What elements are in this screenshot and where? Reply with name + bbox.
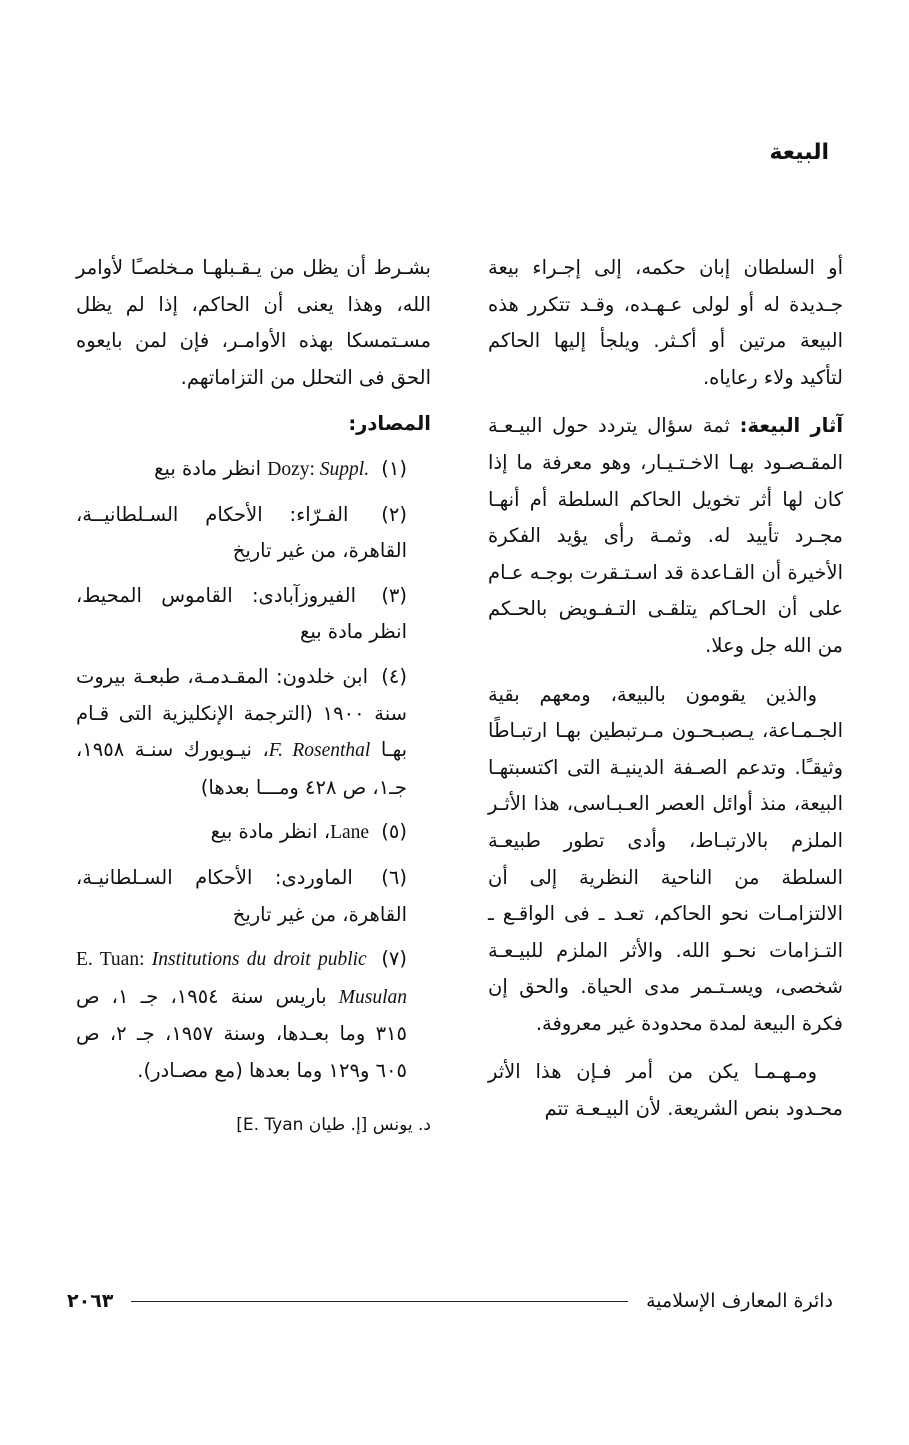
page-number: ٢٠٦٣ — [67, 1290, 114, 1312]
source-item-6 — [76, 860, 431, 933]
paragraph-3: والذين يقومون بالبيعة، ومعهم بقية الجـمـاعة، يـصبـحـون مـرتبطين بهـا ارتبـاطًا وثيقـًا. وتدعم الصـفة الدينيـة التى اكتسبتهـا البيعة، منذ أوائل العصر العـبـاسى، هذا الأثـر الملزم بالارتبـاط، وأدى تطور طبيعـة السلطة من الناحية النظرية إلى أن الالتزامـات نحو الحاكم، تعـد ـ فى الواقـع ـ التـزامات نحـو الله. والأثر الملزم للبيـعـة شخصى، ويسـتـمر مدى الحياة. والحق إن فكرة البيعة لمدة محدودة غير معروفة. — [488, 682, 843, 1035]
source-number: (٧) — [381, 947, 408, 971]
footer-rule — [131, 1301, 628, 1302]
latin-author: Dozy: — [267, 458, 320, 480]
source-text-cont: ، نيـويورك سنـة ١٩٥٨، جـ١، ص ٤٢٨ ومـــا بعدها) — [76, 738, 407, 799]
source-item-5 — [76, 814, 431, 852]
latin-title: Suppl. — [319, 458, 370, 480]
latin-translator: F. Rosenthal — [268, 740, 371, 762]
right-column — [488, 250, 843, 1140]
source-item-3 — [76, 578, 431, 651]
paragraph-1: أو السلطان إبان حكمه، إلى إجـراء بيعة جـديدة له أو لولى عـهـده، وقـد تتكرر هذه البيعة مرتين أو أكـثر. ويلجأ إليها الحاكم لتأكيد ولاء رعاياه. — [488, 256, 843, 389]
latin-title: Institutions du droit public Musulan — [151, 949, 407, 1008]
paragraph-continued: بشـرط أن يظل من يـقـبلهـا مـخلصـًا لأوامر الله، وهذا يعنى أن الحاكم، إذا لم يظل مسـتمسكا بهذه الأوامـر، فإن لمن بايعوه الحق فى التحلل من التزاماتهم. — [76, 256, 431, 389]
paragraph-athar-text: ثمة سؤال يتردد حول البيـعـة المقـصـود بهـا الاخـتـيـار، وهو معرفة ما إذا كان لها أثر تخويل الحاكم السلطة أم أنهـا مجـرد تأييد له. وثمـة رأى يؤيد الفكرة الأخيرة أن القـاعدة قد اسـتـقرت بوجـه عـام على أن الحـاكم يتلقـى التـفـويض بالحـكم من الله جل وعلا. — [488, 414, 843, 657]
paragraph-athar — [488, 408, 843, 664]
sources-heading: المصادر: — [348, 412, 431, 436]
source-item-7 — [76, 941, 431, 1089]
source-number: (٥) — [381, 820, 407, 844]
source-text: الفيروزآبادى: القاموس المحيط، انظر مادة بيع — [76, 583, 407, 644]
source-text: انظر مادة بيع — [154, 456, 268, 480]
page-footer — [67, 1290, 833, 1312]
left-column — [76, 250, 431, 1144]
source-number: (٢) — [381, 502, 407, 526]
paragraph-4: ومـهـمـا يكن من أمر فـإن هذا الأثر محـدود بنص الشريعة. لأن البيـعـة تتم — [488, 1060, 843, 1121]
source-text: ابن خلدون: المقـدمـة، طبعـة بيروت سنة ١٩٠٠ (الترجمة الإنكليزية التى قـام بهـا — [76, 664, 407, 762]
source-author-latin — [267, 459, 369, 480]
running-head: البيعة — [769, 140, 829, 165]
source-number: (٤) — [381, 664, 407, 688]
source-text: ، انظر مادة بيع — [210, 820, 331, 844]
source-text: باريس سنة ١٩٥٤، جـ ١، ص ٣١٥ وما بعـدها، وسنة ١٩٥٧، جـ ٢، ص ٦٠٥ و١٢٩ وما بعدها (مع مصـادر). — [76, 984, 407, 1082]
source-text: الفـرّاء: الأحكام السـلطانيــة، القاهرة، من غير تاريخ — [76, 502, 407, 563]
latin-author: Lane — [330, 822, 370, 844]
source-number: (٣) — [381, 583, 408, 607]
source-item-2 — [76, 497, 431, 570]
source-text: الماوردى: الأحكام السـلطانيـة، القاهرة، من غير تاريخ — [76, 865, 407, 926]
source-number: (١) — [381, 456, 407, 480]
source-item-1 — [76, 451, 431, 489]
journal-title: دائرة المعارف الإسلامية — [646, 1290, 833, 1312]
section-lead: آثار البيعة: — [739, 414, 844, 438]
author-signature: د. يونس [إ. طيان E. Tyan] — [236, 1115, 431, 1136]
source-number: (٦) — [381, 865, 407, 889]
latin-author: E. Tuan: — [76, 949, 152, 971]
source-item-4 — [76, 659, 431, 806]
